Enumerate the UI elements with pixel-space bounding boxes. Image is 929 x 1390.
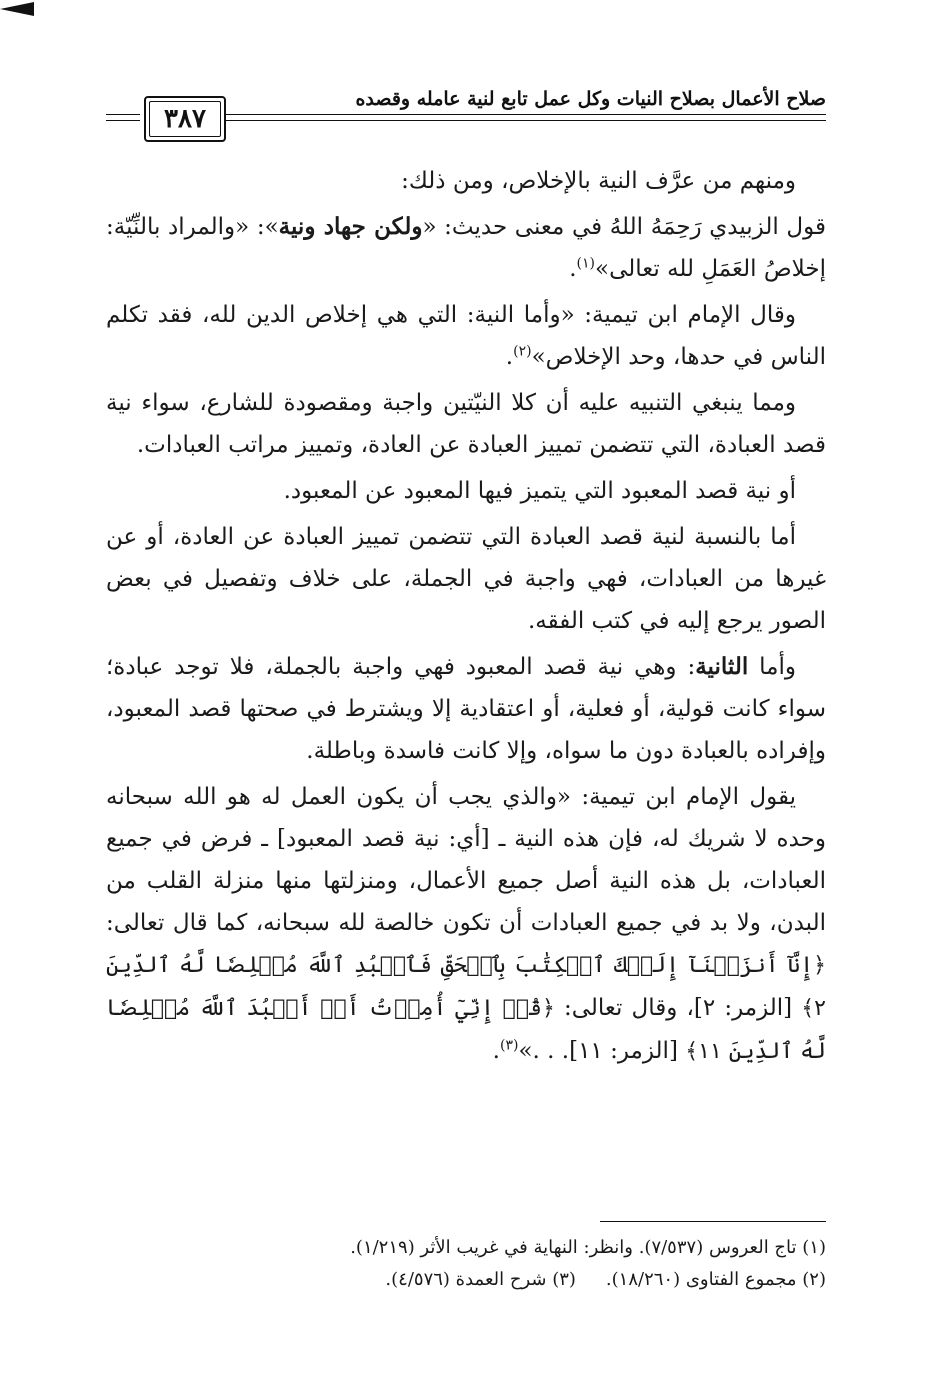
paragraph-8-text-a: يقول الإمام ابن تيمية: «والذي يجب أن يكون العمل له هو الله سبحانه وحده لا شريك له، فإن هذه النية ـ [أي: نية قصد المعبود] ـ فرض في جميع العبادات، بل هذه النية أصل جميع الأعمال، ومنزلتها منها منزلة القلب من البدن، ولا بد في جميع العبادات أن تكون خالصة لله سبحانه، كما قال تعالى: bbox=[106, 784, 826, 936]
paragraph-5 bbox=[106, 470, 826, 512]
paragraph-2-text-a: قول الزبيدي رَحِمَهُ اللهُ في معنى حديث: « bbox=[422, 214, 826, 240]
hadith-phrase: ولكن جهاد ونية bbox=[278, 213, 423, 240]
paragraph-5-text: أو نية قصد المعبود التي يتميز فيها المعبود عن المعبود. bbox=[283, 478, 796, 504]
footnote-ref-3: (٣) bbox=[499, 1037, 519, 1054]
paragraph-1 bbox=[106, 160, 826, 202]
paragraph-2: قول الزبيدي رَحِمَهُ اللهُ في معنى حديث: «ولكن جهاد ونية»: «والمراد بالنِّيّة: إخلاصُ العَمَلِ لله تعالى»$^{(١)}$. bbox=[106, 213, 826, 282]
footnote-1: (١) تاج العروس (٧/٥٣٧). وانظر: النهاية في غريب الأثر (١/٢١٩). bbox=[350, 1237, 826, 1258]
footnote-2: (٢) مجموع الفتاوى (١٨/٢٦٠). bbox=[605, 1269, 826, 1290]
paragraph-8-text-b: [الزمر: ٢]، وقال تعالى: bbox=[554, 995, 802, 1021]
paragraph-4 bbox=[106, 382, 826, 466]
paragraph-8: يقول الإمام ابن تيمية: «والذي يجب أن يكون العمل له هو الله سبحانه وحده لا شريك له، فإن هذه النية ـ [أي: نية قصد المعبود] ـ فرض في جميع العبادات، بل هذه النية أصل جميع الأعمال، ومنزلتها منها منزلة القلب من البدن، ولا بد في جميع العبادات أن تكون خالصة لله سبحانه، كما قال تعالى: ﴿إِنَّآ أَنزَلۡنَآ إِلَيۡكَ ٱلۡكِتَٰبَ بِٱلۡحَقِّ فَٱعۡبُدِ ٱللَّهَ مُخۡلِصٗا لَّهُ ٱلدِّينَ ٢﴾ [الزمر: ٢]، وقال تعالى: ﴿قُلۡ إِنِّيٓ أُمِرۡتُ أَنۡ أَعۡبُدَ ٱللَّهَ مُخۡلِصٗا لَّهُ ٱلدِّينَ ١١﴾ [الزمر: ١١]. . .»$^{(٣)}$. bbox=[106, 784, 826, 1064]
footnote-row-2 bbox=[106, 1264, 826, 1296]
footnote-ref-2: (٢) bbox=[513, 343, 532, 360]
paragraph-6 bbox=[106, 516, 826, 642]
paragraph-7-text-a: وأما bbox=[748, 654, 797, 680]
paragraph-2-text-b: »: «والمراد بالنِّيّة: إخلاصُ العَمَلِ لله تعالى» bbox=[106, 214, 826, 282]
quran-verse-1: ﴿إِنَّآ أَنزَلۡنَآ إِلَيۡكَ ٱلۡكِتَٰبَ بِٱلۡحَقِّ فَٱعۡبُدِ ٱللَّهَ مُخۡلِصٗا لَّهُ ٱلدِّينَ ٢﴾ bbox=[106, 953, 826, 1021]
main-text bbox=[106, 160, 826, 1077]
paragraph-7-text-b: : وهي نية قصد المعبود فهي واجبة بالجملة، فلا توجد عبادة؛ سواء كانت قولية، أو فعلية، أو اعتقادية إلا ويشترط في صحتها قصد المعبود، وإفراده بالعبادة دون ما سواه، وإلا كانت فاسدة وباطلة. bbox=[106, 654, 826, 764]
paragraph-3: وقال الإمام ابن تيمية: «وأما النية: التي هي إخلاص الدين لله، فقد تكلم الناس في حدها، وحد الإخلاص»$^{(٢)}$. bbox=[106, 302, 826, 370]
page-number-frame bbox=[144, 96, 226, 142]
paragraph-7 bbox=[106, 646, 826, 772]
header-rule-bottom bbox=[226, 120, 826, 121]
page-header bbox=[106, 82, 826, 146]
paragraph-1-text: ومنهم من عرَّف النية بالإخلاص، ومن ذلك: bbox=[401, 168, 796, 194]
paragraph-4-text: ومما ينبغي التنبيه عليه أن كلا النيّتين واجبة ومقصودة للشارع، سواء نية قصد العبادة، التي تتضمن تمييز العبادة عن العادة، وتمييز مراتب العبادات. bbox=[106, 390, 826, 458]
paragraph-3-text: وقال الإمام ابن تيمية: «وأما النية: التي هي إخلاص الدين لله، فقد تكلم الناس في حدها، وحد الإخلاص» bbox=[106, 302, 826, 370]
paragraph-8-text-c: [الزمر: ١١]. . .» bbox=[518, 1038, 686, 1064]
corner-marker bbox=[0, 2, 34, 16]
header-left-rule-bottom bbox=[106, 120, 140, 121]
header-rule-top bbox=[226, 114, 826, 115]
header-left-rule-top bbox=[106, 114, 140, 115]
footnote-3: (٣) شرح العمدة (٤/٥٧٦). bbox=[385, 1269, 576, 1290]
footnote-separator bbox=[600, 1221, 826, 1222]
paragraph-6-text: أما بالنسبة لنية قصد العبادة التي تتضمن تمييز العبادة عن العادة، أو عن غيرها من العبادات، فهي واجبة في الجملة، على خلاف وتفصيل في بعض الصور يرجع إليه في كتب الفقه. bbox=[106, 524, 826, 634]
second-term: الثانية bbox=[695, 653, 749, 680]
running-title: صلاح الأعمال بصلاح النيات وكل عمل تابع لنية عامله وقصده bbox=[355, 88, 826, 110]
page-number: ٣٨٧ bbox=[164, 104, 206, 134]
footnote-ref-1: (١) bbox=[576, 255, 595, 272]
footnotes bbox=[106, 1232, 826, 1296]
quran-verse-2: ﴿قُلۡ إِنِّيٓ أُمِرۡتُ أَنۡ أَعۡبُدَ ٱللَّهَ مُخۡلِصٗا لَّهُ ٱلدِّينَ ١١﴾ bbox=[106, 996, 826, 1064]
